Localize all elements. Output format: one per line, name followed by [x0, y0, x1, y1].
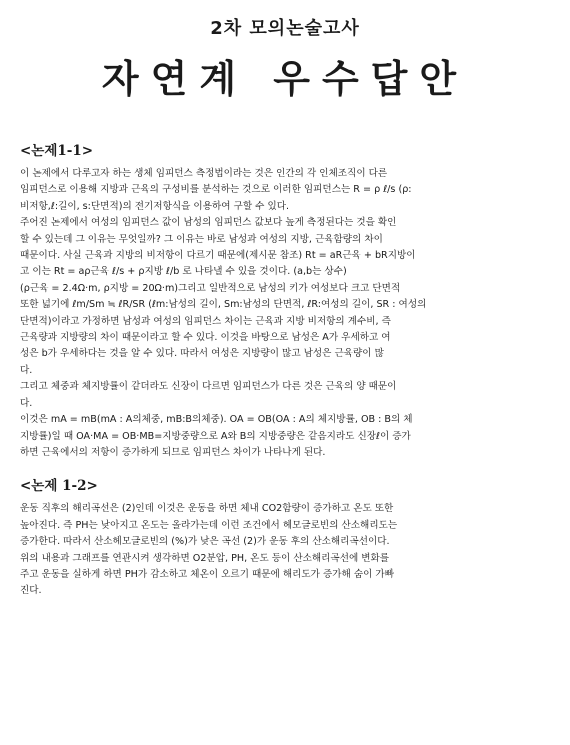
text-line: 성은 b가 우세하다는 것을 알 수 있다. 따라서 여성은 지방량이 많고 남성은 근육량이 많	[20, 348, 384, 360]
text-line: 그리고 체중과 체지방률이 같더라도 신장이 다르면 임피던스가 다른 것은 근육의 양 때문이	[20, 381, 397, 393]
text-line: 진다.	[20, 585, 42, 597]
text-line: 다.	[20, 397, 33, 409]
text-line: (ρ근육 = 2.4Ω·m, ρ지방 = 20Ω·m)그리고 일반적으로 남성의 키가 여성보다 크고 단면적	[20, 282, 401, 294]
text-line: 단면적)이라고 가정하면 남성과 여성의 임피던스 차이는 근육과 지방 비저항의 계수비, 즉	[20, 315, 391, 327]
text-line: 고 이는 Rt = aρ근육 ℓ/s + ρ지방 ℓ/b 로 나타낼 수 있을 것이다. (a,b는 상수)	[20, 266, 347, 278]
section-1-2-text	[20, 501, 550, 599]
text-line: 주고 운동을 실하게 하면 PH가 감소하고 체온이 오르기 때문에 해리도가 증가해 숨이 가빠	[20, 568, 394, 580]
text-line: 지방률)일 때 OA·MA = OB·MB=지방중량으로 A와 B의 지방중량은 같음지라도 신장ℓ이 증가	[20, 430, 411, 442]
text-line: 비저항,ℓ:길이, s:단면적)의 전기저항식을 이용하여 구할 수 있다.	[20, 200, 290, 212]
text-line: 다.	[20, 364, 33, 376]
text-line: 높아진다. 즉 PH는 낮아지고 온도는 올라가는데 이런 조건에서 헤모글로빈의 산소해리도는	[20, 519, 398, 531]
section-heading-1-1: <논제1-1>	[20, 143, 94, 159]
text-line: 하면 근육에서의 저항이 증가하게 되므로 임피던스 차이가 나타나게 된다.	[20, 446, 326, 458]
text-line: 할 수 있는데 그 이유는 무엇일까? 그 이유는 바로 남성과 여성의 지방, 근육함량의 차이	[20, 233, 383, 245]
page-title: 자연계 우수답안	[101, 57, 469, 101]
document-body	[20, 142, 550, 600]
section-heading-1-2: <논제 1-2>	[20, 478, 98, 495]
text-line: 또한 넓기에 ℓm/Sm ≒ ℓR/SR (ℓm:남성의 길이, Sm:남성의 단면적, ℓR:여성의 길이, SR : 여성의	[20, 299, 427, 311]
text-line: 운동 직후의 해리곡선은 (2)인데 이것은 운동을 하면 체내 CO2함량이 증가하고 온도 또한	[20, 503, 394, 515]
text-line: 증가한다. 따라서 산소헤모글로빈의 (%)가 낮은 곡선 (2)가 운동 후의 산소해리곡선이다.	[20, 536, 390, 548]
exam-subtitle: 2차 모의논술고사	[210, 18, 360, 39]
text-line: 이 논제에서 다루고자 하는 생체 임피던스 측정법이라는 것은 인간의 각 인체조직이 다른	[20, 168, 388, 179]
text-line: 주어진 논제에서 여성의 임피던스 값이 남성의 임피던스 값보다 높게 측정된다는 것을 확인	[20, 217, 397, 229]
text-line: 근육량과 지방량의 차이 때문이라고 할 수 있다. 이것을 바탕으로 남성은 A가 우세하고 여	[20, 332, 391, 344]
text-line: 때문이다. 사실 근육과 지방의 비저항이 다르기 때문에(제시문 참조) Rt = aR근육 + bR지방이	[20, 250, 416, 262]
text-line: 위의 내용과 그래프를 연관시켜 생각하면 O2분압, PH, 온도 등이 산소해리곡선에 변화를	[20, 552, 390, 564]
text-line: 이것은 mA = mB(mA : A의체중, mB:B의체중). OA = OB(OA : A의 체지방률, OB : B의 체	[20, 414, 413, 426]
text-line: 임피던스로 이용해 지방과 근육의 구성비를 분석하는 것으로 이러한 임피던스는 R = ρ ℓ/s (ρ:	[20, 184, 412, 196]
section-1-1-text	[20, 166, 550, 461]
